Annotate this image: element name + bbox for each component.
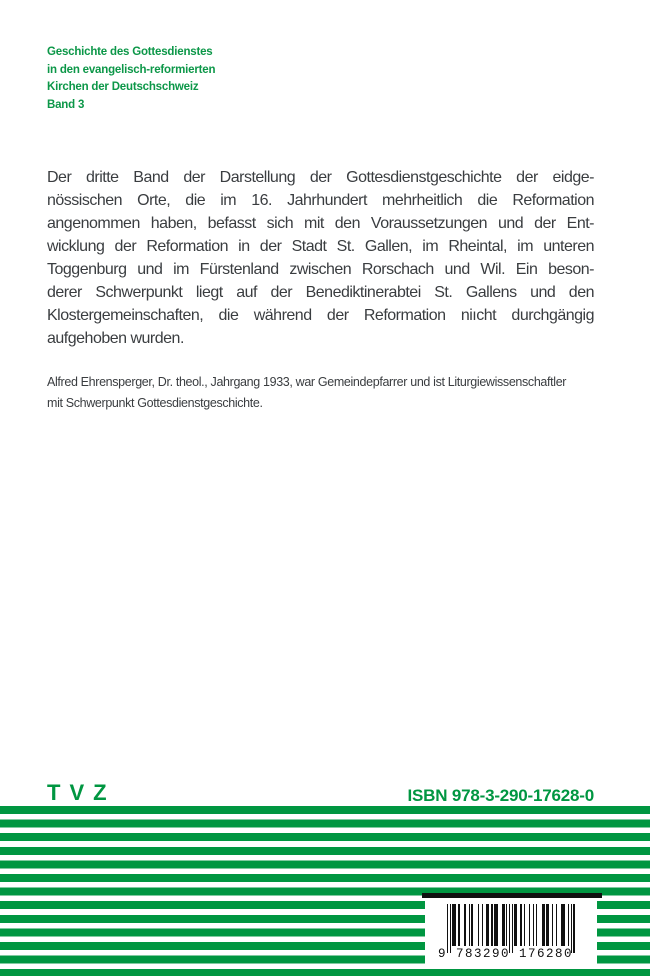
blurb-line: Toggenburg und im Fürstenland zwischen Rorschach und Wil. Ein beson- <box>47 261 594 278</box>
author-note-line: mit Schwerpunkt Gottesdienstgeschichte. <box>47 396 263 410</box>
series-volume-line: Band 3 <box>47 98 85 111</box>
blurb-line: nössischen Orte, die im 16. Jahrhundert mehrheitlich die Reformation <box>47 192 594 209</box>
tvz-publisher-logo: TVZ <box>47 780 116 805</box>
series-title-block <box>47 44 215 114</box>
series-title-line: Geschichte des Gottesdienstes <box>47 46 213 58</box>
isbn-label: ISBN 978-3-290-17628-0 <box>407 786 594 805</box>
series-title-line: in den evangelisch-reformierten <box>47 63 216 76</box>
barcode-digits: 9 783290 176280 <box>438 947 574 961</box>
blurb-paragraph <box>47 166 594 350</box>
blurb-line: Klostergemeinschaften, die während der Reformation niıcht durchgängig <box>47 307 594 324</box>
blurb-line: Der dritte Band der Darstellung der Gottesdienstgeschichte der eidge- <box>47 169 594 186</box>
author-note <box>47 372 627 414</box>
series-title-line: Kirchen der Deutschschweiz <box>47 81 199 93</box>
blurb-line: derer Schwerpunkt liegt auf der Benediktinerabtei St. Gallens und den <box>47 284 594 301</box>
author-note-line: Alfred Ehrensperger, Dr. theol., Jahrgang 1933, war Gemeindepfarrer und ist Liturgiewissenschaftler <box>47 375 567 389</box>
blurb-line: wicklung der Reformation in der Stadt St. Gallen, im Rheintal, im unteren <box>47 238 594 255</box>
blurb-line: angenommen haben, befasst sich mit den Voraussetzungen und der Ent- <box>47 215 594 232</box>
blurb-line: aufgehoben wurden. <box>47 330 184 347</box>
barcode-box <box>425 898 597 964</box>
